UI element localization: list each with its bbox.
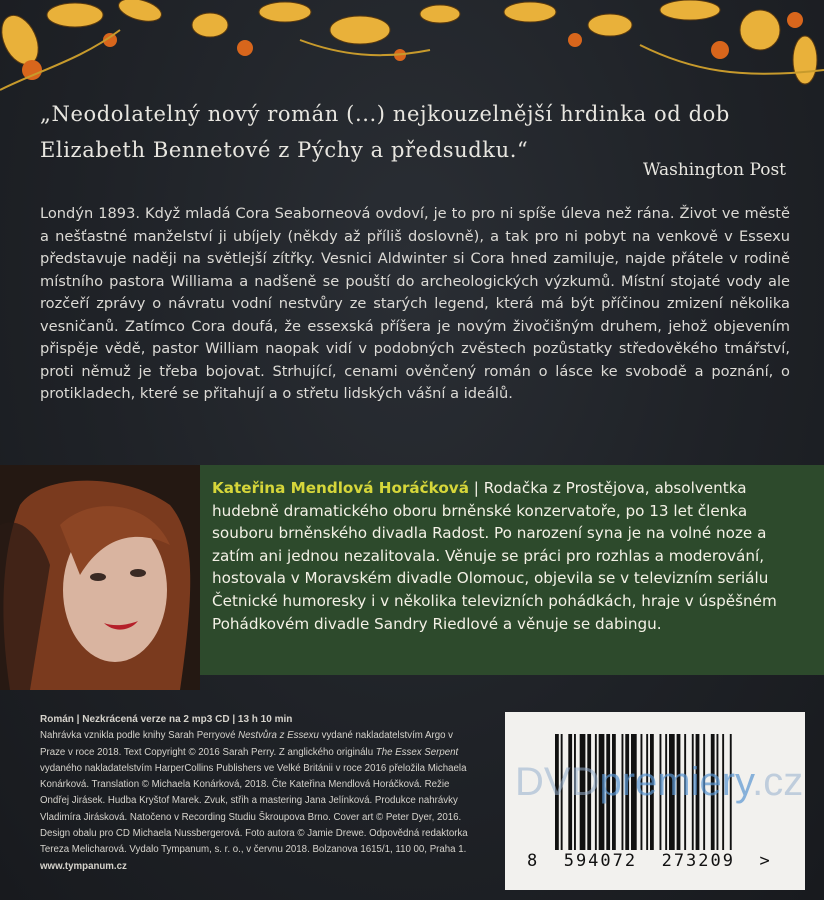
- review-quote: „Neodolatelný nový román (...) nejkouzelnější hrdinka od dob Elizabeth Bennetové z Pýchy a předsudku.“: [40, 102, 730, 162]
- watermark-part: DVD: [515, 760, 600, 804]
- portrait-image: [0, 465, 200, 690]
- watermark-part: premiery: [599, 760, 753, 804]
- author-bio-text: Rodačka z Prostějova, absolventka hudebně dramatického oboru brněnské konzervatoře, po 13 let členka souboru brněnského divadla Radost. Po narození syna je na volné noze a zatím ani jednou nezalitovala. Věnuje se práci pro rozhlas a moderování, hostovala v Moravském divadle Olomouc, objevila se v televizním seriálu Četnické humoresky i v několika televizních pohádkách, hraje v úspěšném Pohádkovém divadle Sandry Riedlové a věnuje se dabingu.: [212, 479, 777, 633]
- credits-part: Nahrávka vznikla podle knihy Sarah Perryové: [40, 730, 239, 742]
- publisher-website: www.tympanum.cz: [40, 860, 127, 872]
- watermark-part: .cz: [752, 760, 804, 804]
- quote-source: Washington Post: [642, 160, 786, 180]
- credits-block: [40, 712, 480, 875]
- author-bio: [212, 477, 812, 635]
- floral-ornament: [0, 0, 824, 100]
- book-title-cz: Nestvůra z Essexu: [238, 730, 319, 742]
- author-separator: |: [468, 479, 484, 497]
- author-section: [0, 465, 824, 690]
- author-photo: [0, 465, 200, 690]
- book-title-en: The Essex Serpent: [375, 746, 459, 758]
- watermark: [515, 760, 803, 805]
- author-name: Kateřina Mendlová Horáčková: [212, 479, 469, 497]
- credits-part: vydaného nakladatelstvím HarperCollins Publishers ve Velké Británii v roce 2016 přeložila Michaela Konárková. Translation © Michaela Konárková, 2018. Čte Kateřina Mendlová Horáčková. Režie Ondřej Jirásek. Hudba Kryštof Marek. Zvuk, střih a mastering Jana Jelínková. Produkce nahrávky Vladimíra Jirásková. Natočeno v Recording Studiu Škroupova Brno. Cover art © Peter Dyer, 2016. Design obalu pro CD Michaela Nussbergerová. Foto autora © Jamie Drewe. Odpovědná redaktorka Tereza Melicharová. Vydalo Tympanum, s. r. o., v červnu 2018. Bolzanova 1615/1, 110 00, Praha 1.: [40, 762, 468, 856]
- credits-part: vydané nakladatelstvím Argo v Praze v roce 2018. Text Copyright © 2016 Sarah Perry. Z anglického originálu: [40, 730, 454, 758]
- author-panel: [200, 465, 824, 675]
- credits-text: [40, 728, 480, 875]
- barcode-number: 8 594072 273209 >: [527, 851, 772, 871]
- synopsis-text: Londýn 1893. Když mladá Cora Seaborneová ovdoví, je to pro ni spíše úleva než rána. Život ve městě a nešťastné manželství ji ubíjely (někdy až příliš doslovně), a tak pro ni pobyt na venkově v Essexu představuje naději na světlejší zítřky. Vesnici Aldwinter si Cora hned zamiluje, najde přátele v rodině místního pastora Williama a nadšeně se pouští do archeologických výzkumů. Místní stojaté vody ale rozčeří zprávy o návratu vodní nestvůry ze starých legend, která má být příčinou zmizení několika vesničanů. Zatímco Cora doufá, že essexská příšera je novým živočišným druhem, jehož objevením přispěje vědě, pastor William naopak vidí v podobných zvěstech pozůstatky středověkého tmářství, proti němuž je třeba bojovat. Strhující, cenami ověnčený román o lásce ke svobodě a poznání, o protikladech, které se přitahují a o střetu lidských vášní a ideálů.: [40, 205, 790, 402]
- product-info: Román | Nezkrácená verze na 2 mp3 CD | 13 h 10 min: [40, 714, 293, 725]
